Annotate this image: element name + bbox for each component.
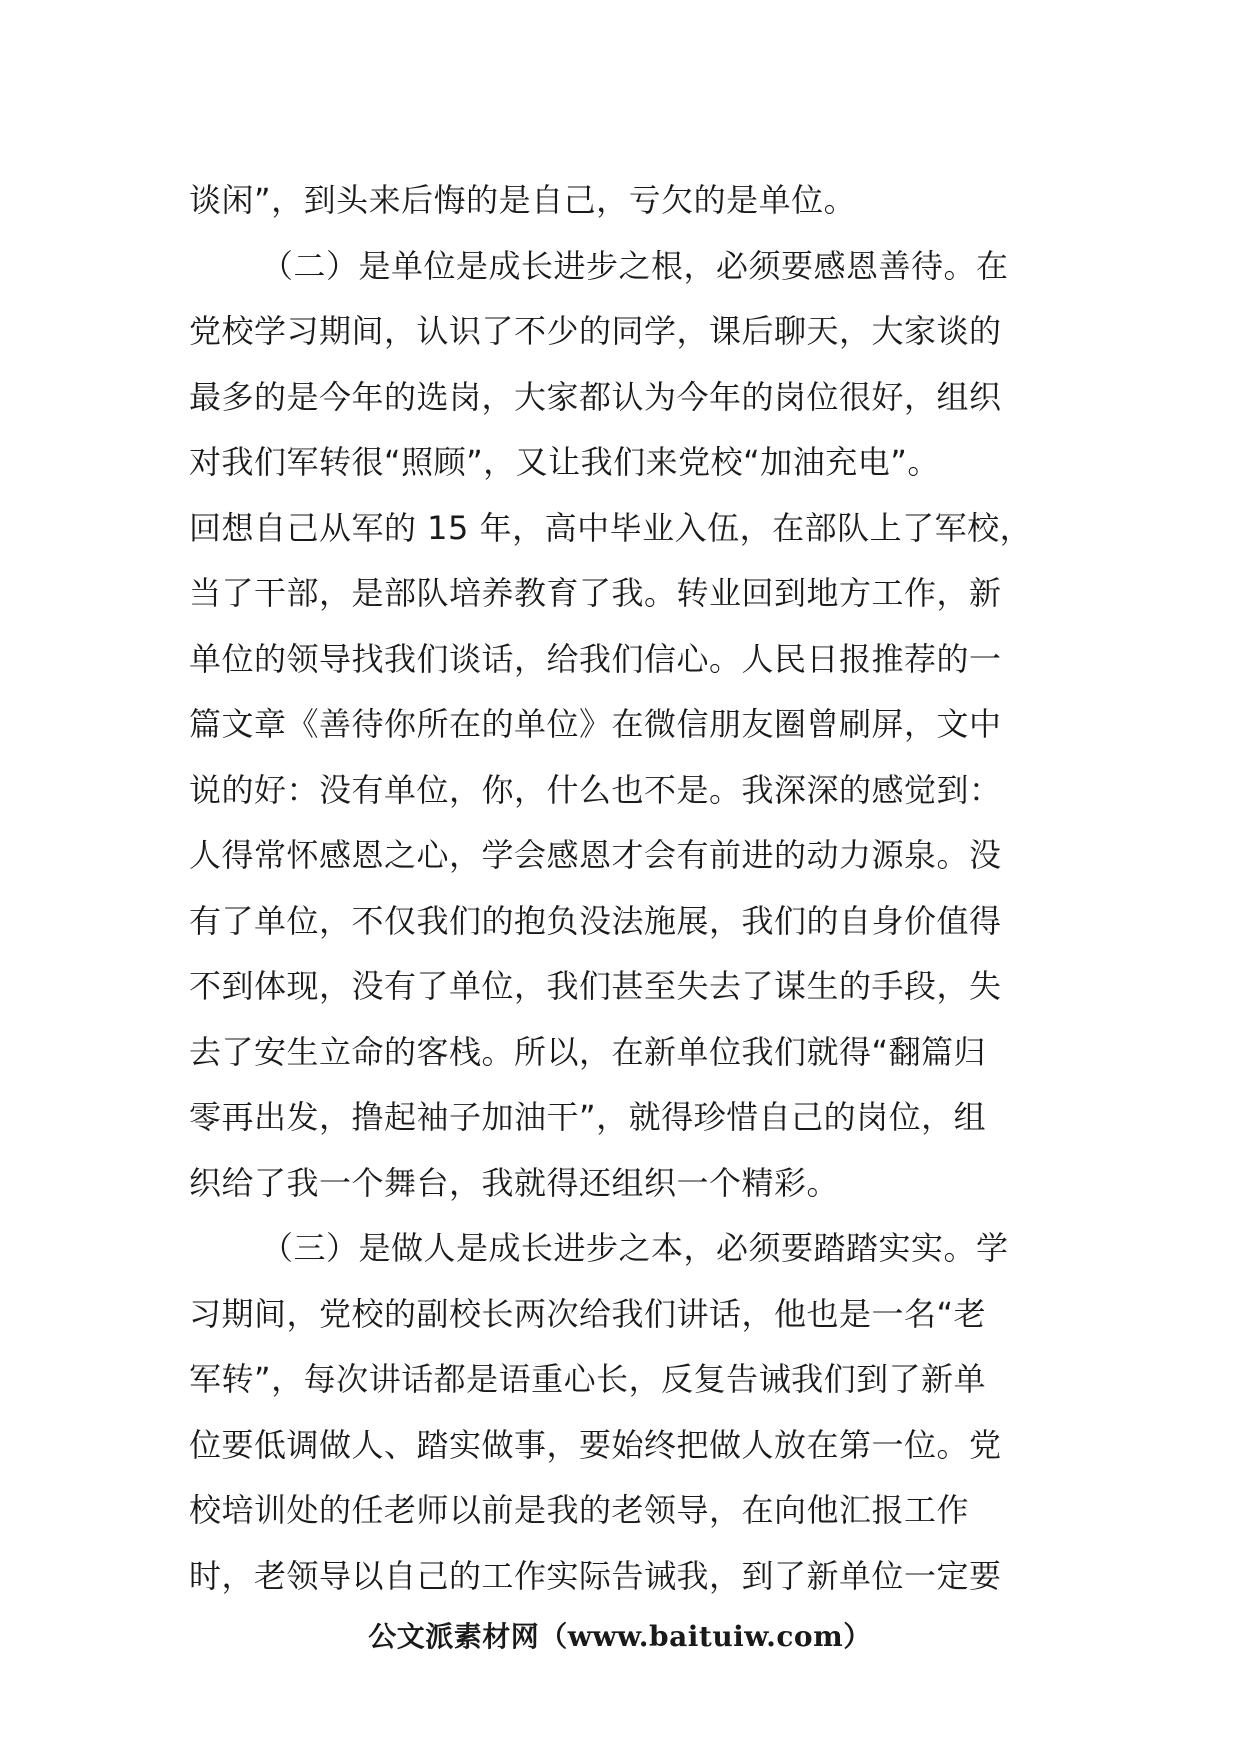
text-line: 习期间，党校的副校长两次给我们讲话，他也是一名“老 bbox=[189, 1294, 987, 1333]
text-line: 最多的是今年的选岗，大家都认为今年的岗位很好，组织 bbox=[189, 377, 1002, 416]
text-line: 对我们军转很“照顾”，又让我们来党校“加油充电”。 bbox=[189, 443, 940, 481]
text-line: 有了单位，不仅我们的抱负没法施展，我们的自身价值得 bbox=[189, 901, 1002, 940]
text-line: 回想自己从军的 15 年，高中毕业入伍，在部队上了军校， bbox=[189, 508, 1033, 547]
paragraph-start-line: （二）是单位是成长进步之根，必须要感恩善待。在 bbox=[261, 246, 1009, 285]
text-line: 党校学习期间，认识了不少的同学，课后聊天，大家谈的 bbox=[189, 312, 1002, 350]
footer-watermark: 公文派素材网（www.baituiw.com） bbox=[368, 1620, 872, 1653]
text-line: 织给了我一个舞台，我就得还组织一个精彩。 bbox=[189, 1163, 840, 1202]
text-line: 零再出发，撸起袖子加油干”，就得珍惜自己的岗位，组 bbox=[189, 1098, 987, 1136]
text-line: 时，老领导以自己的工作实际告诫我，到了新单位一定要 bbox=[189, 1556, 1002, 1595]
text-line: 篇文章《善待你所在的单位》在微信朋友圈曾刷屏，文中 bbox=[189, 705, 1002, 743]
body-text bbox=[189, 168, 1061, 1609]
text-line: 军转”，每次讲话都是语重心长，反复告诫我们到了新单 bbox=[189, 1360, 987, 1398]
text-line: 去了安生立命的客栈。所以，在新单位我们就得“翻篇归 bbox=[189, 1032, 987, 1071]
text-line: 说的好：没有单位，你，什么也不是。我深深的感觉到： bbox=[189, 770, 1002, 809]
text-line: 单位的领导找我们谈话，给我们信心。人民日报推荐的一 bbox=[189, 639, 1002, 678]
text-line: 位要低调做人、踏实做事，要始终把做人放在第一位。党 bbox=[189, 1425, 1002, 1464]
text-line: 不到体现，没有了单位，我们甚至失去了谋生的手段，失 bbox=[189, 967, 1002, 1005]
text-line: 谈闲”，到头来后悔的是自己，亏欠的是单位。 bbox=[189, 181, 857, 219]
text-line: 当了干部，是部队培养教育了我。转业回到地方工作，新 bbox=[189, 574, 1002, 612]
text-line: 人得常怀感恩之心，学会感恩才会有前进的动力源泉。没 bbox=[189, 836, 1002, 874]
text-line: 校培训处的任老师以前是我的老领导，在向他汇报工作 bbox=[189, 1491, 970, 1529]
paragraph-start-line: （三）是做人是成长进步之本，必须要踏踏实实。学 bbox=[261, 1229, 1009, 1267]
